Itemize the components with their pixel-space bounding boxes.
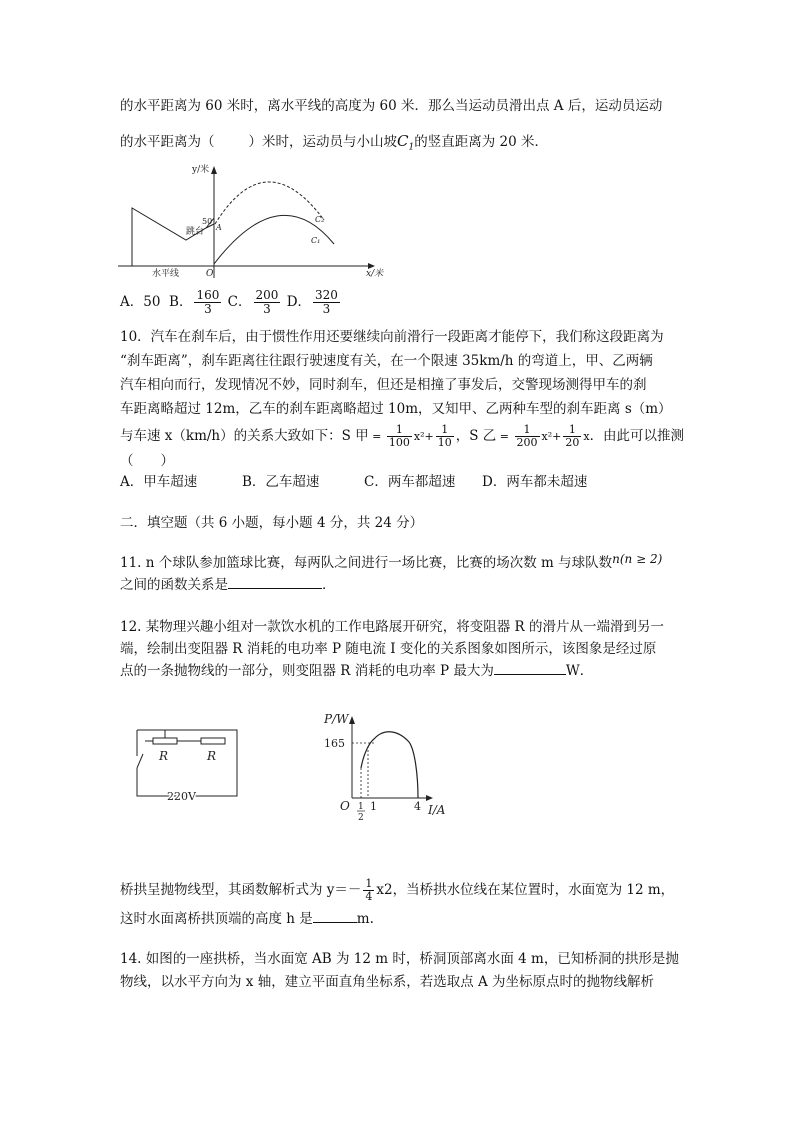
q9-option-a: A．50	[120, 294, 161, 310]
q10-frac2-den: 10	[437, 436, 452, 449]
q13-line1-end: x2，当桥拱水位线在某位置时，水面宽为 12 m，	[376, 882, 675, 898]
graph-tick-1: 1	[370, 800, 377, 813]
q9-option-d-label: D．	[286, 294, 312, 310]
q14-line2: 物线，以水平方向为 x 轴，建立平面直角坐标系，若选取点 A 为坐标原点时的抛物线解析	[120, 974, 655, 990]
q10-x2-a: x²	[413, 430, 425, 443]
q9-c1-label: C₁	[311, 236, 321, 245]
q9-line2	[120, 132, 548, 157]
q9-line2-b: ）米时，运动员与小山坡	[248, 134, 397, 150]
q13-answer-blank[interactable]	[313, 922, 357, 923]
voltage-label: 220V	[167, 790, 196, 803]
q10-line1: 10．汽车在刹车后，由于惯性作用还要继续向前滑行一段距离才能停下，我们称这段距离为	[120, 329, 664, 345]
q10-x2-b: x²	[541, 430, 553, 443]
q9-option-c-den: 3	[263, 302, 271, 316]
q10-options	[120, 473, 587, 491]
resistor-2-label: R	[207, 749, 217, 763]
q10-option-a: A．甲车超速	[120, 474, 198, 490]
q10-paren: （ ）	[120, 453, 174, 469]
q13-line1-start: 桥拱呈抛物线型，其函数解析式为 y＝－	[120, 882, 362, 898]
graph-x-arrow	[426, 795, 433, 801]
q9-line2-a: 的水平距离为（	[120, 134, 215, 150]
q10-frac3-den: 200	[516, 436, 538, 449]
graph-y-arrow	[349, 716, 355, 724]
q11-line1	[120, 550, 662, 572]
q13-line2	[120, 910, 374, 928]
q11-line2-text: 之间的函数关系是	[120, 577, 228, 593]
q10-x: x	[583, 430, 590, 443]
q9-line1: 的水平距离为 60 米时，离水平线的高度为 60 米．那么当运动员滑出点 A 后，运动员运动	[120, 98, 663, 114]
q9-y-arrow	[211, 166, 217, 174]
graph-y-label: P/W	[324, 712, 349, 726]
circuit-switch	[137, 754, 143, 768]
q9-option-d-num: 320	[315, 288, 338, 302]
q12-circuit	[125, 722, 245, 804]
q12-power-graph	[318, 706, 448, 822]
q12-answer-blank[interactable]	[494, 674, 566, 675]
q11-answer-blank[interactable]	[228, 588, 322, 589]
q10-line2: “刹车距离”，刹车距离往往跟行驶速度有关，在一个限速 35km/h 的弯道上，甲、乙两辆	[120, 353, 653, 369]
q11-condition: n(n ≥ 2)	[612, 552, 663, 566]
q9-option-b-num: 160	[196, 288, 220, 302]
q9-option-c-label: C．	[227, 294, 252, 310]
q10-frac4-num: 1	[563, 424, 581, 437]
q10-option-b: B．乙车超速	[242, 474, 320, 490]
graph-tick-4: 4	[414, 800, 421, 813]
resistor-1	[153, 738, 177, 744]
q10-line5-start: 与车速 x（km/h）的关系大致如下：S 甲	[120, 428, 369, 444]
q10-option-d: D．两车都未超速	[482, 474, 588, 490]
q10-option-c: C．两车都超速	[364, 474, 456, 490]
q10-line5: 与车速 x（km/h）的关系大致如下：S 甲 = $\frac{1}{100}$ x²+ $\frac{1}{10}$ ，S 乙 = $\frac{1}{200}$ x²+ $\frac{1}{20}$ x．由此可以推测	[120, 423, 685, 449]
q11-line1-text: 11. n 个球队参加篮球比赛，每两队之间进行一场比赛，比赛的场次数 m 与球队数	[120, 555, 613, 571]
graph-half-den: 2	[358, 813, 364, 822]
q10-line4: 车距离略超过 12m，乙车的刹车距离略超过 10m，又知甲、乙两种车型的刹车距离 s（m）	[120, 401, 672, 417]
q13-line2-text: 这时水面离桥拱顶端的高度 h 是	[120, 911, 313, 927]
q12-unit: W．	[565, 663, 594, 679]
graph-x-label: I/A	[428, 803, 446, 817]
graph-half-num: 1	[358, 802, 364, 812]
q11-line2	[120, 576, 336, 594]
q10-frac1-den: 100	[388, 436, 410, 449]
q10-frac4-den: 20	[565, 436, 580, 449]
q9-point-a: A	[216, 223, 222, 232]
q12-line2: 端，绘制出变阻器 R 消耗的电功率 P 随电流 I 变化的关系图象如图所示，该图象是经过原	[120, 641, 657, 657]
graph-tick-165: 165	[324, 737, 345, 750]
q13-line1	[120, 878, 674, 903]
q12-line3-text: 点的一条抛物线的一部分，则变阻器 R 消耗的电功率 P 最大为	[120, 663, 494, 679]
q9-c2-label: C₂	[315, 215, 325, 224]
graph-origin: O	[340, 799, 350, 813]
q12-line3	[120, 662, 593, 680]
q9-y-label: y/米	[192, 165, 210, 175]
q11-line2-end: ．	[322, 577, 336, 593]
q9-option-b-den: 3	[204, 302, 212, 316]
q10-line5-mid: ，S 乙	[455, 428, 497, 444]
q10-frac3-num: 1	[515, 424, 540, 437]
q9-c1-symbol: C	[397, 132, 409, 150]
q10-plus-b: +	[552, 430, 562, 443]
q9-options	[120, 289, 342, 316]
q13-frac-num: 1	[365, 877, 373, 890]
resistor-2	[201, 738, 225, 744]
q9-tick-50: 50	[202, 217, 213, 226]
q9-figure	[118, 158, 398, 282]
q9-c1-sub: 1	[408, 142, 415, 153]
q14-line1: 14. 如图的一座拱桥，当水面宽 AB 为 12 m 时，桥洞顶部离水面 4 m，已知桥洞的拱形是抛	[120, 951, 679, 967]
q9-option-d-den: 3	[322, 302, 331, 316]
q13-unit: m.	[356, 911, 374, 927]
resistor-1-label: R	[159, 749, 169, 763]
q9-horizon-label: 水平线	[152, 269, 180, 279]
q10-frac2-num: 1	[436, 424, 454, 437]
q10-frac1-num: 1	[387, 424, 412, 437]
q9-line2-c: 的竖直距离为 20 米．	[414, 134, 548, 150]
graph-parabola	[361, 732, 418, 798]
q9-option-b-label: B．	[169, 294, 193, 310]
q12-line1: 12. 某物理兴趣小组对一款饮水机的工作电路展开研究，将变阻器 R 的滑片从一端滑到另一	[120, 619, 665, 635]
q10-line3: 汽车相向而行，发现情况不妙，同时刹车，但还是相撞了事发后，交警现场测得甲车的刹	[120, 377, 647, 393]
section-2-heading: 二．填空题（共 6 小题，每小题 4 分，共 24 分）	[120, 515, 424, 531]
q9-origin: O	[206, 269, 214, 279]
q9-platform-label: 跳台	[186, 227, 205, 237]
q13-frac-den: 4	[365, 890, 373, 903]
q10-plus-a: +	[424, 430, 434, 443]
q9-option-c-num: 200	[255, 288, 279, 302]
q10-line5-end: ．由此可以推测	[589, 428, 685, 444]
q9-x-label: x/米	[366, 269, 384, 279]
